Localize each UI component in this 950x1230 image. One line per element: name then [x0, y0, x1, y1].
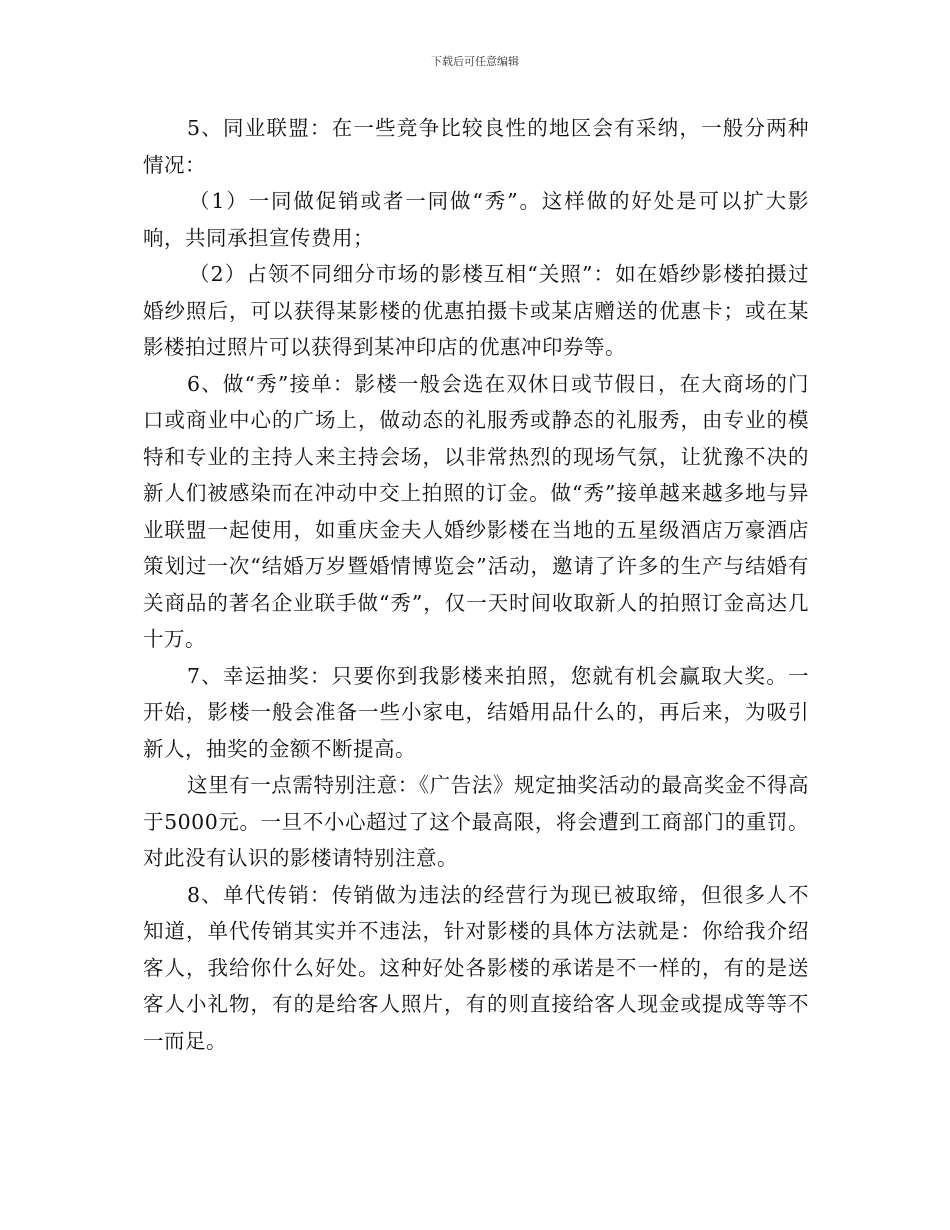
paragraph-item-5: 5、同业联盟：在一些竞争比较良性的地区会有采纳，一般分两种情况： — [143, 116, 809, 177]
paragraph-note: 这里有一点需特别注意：《广告法》规定抽奖活动的最高奖金不得高于5000元。一旦不小心超过了这个最高限，将会遭到工商部门的重罚。对此没有认识的影楼请特别注意。 — [143, 773, 809, 870]
page-header-note: 下载后可任意编辑 — [431, 55, 519, 68]
paragraph-item-8: 8、单代传销：传销做为违法的经营行为现已被取缔，但很多人不知道，单代传销其实并不违法，针对影楼的具体方法就是：你给我介绍客人，我给你什么好处。这种好处各影楼的承诺是不一样的，有的是送客人小礼物，有的是给客人照片，有的则直接给客人现金或提成等等不一而足。 — [143, 882, 809, 1053]
paragraph-subitem-1: （1）一同做促销或者一同做“秀”。这样做的好处是可以扩大影响，共同承担宣传费用； — [143, 189, 809, 250]
paragraph-subitem-2: （2）占领不同细分市场的影楼互相“关照”：如在婚纱影楼拍摄过婚纱照后，可以获得某影楼的优惠拍摄卡或某店赠送的优惠卡；或在某影楼拍过照片可以获得到某冲印店的优惠冲印券等。 — [143, 262, 809, 359]
paragraph-item-6: 6、做“秀”接单：影楼一般会选在双休日或节假日，在大商场的门口或商业中心的广场上，做动态的礼服秀或静态的礼服秀，由专业的模特和专业的主持人来主持会场，以非常热烈的现场气氛，让犹豫不决的新人们被感染而在冲动中交上拍照的订金。做“秀”接单越来越多地与异业联盟一起使用，如重庆金夫人婚纱影楼在当地的五星级酒店万豪酒店策划过一次“结婚万岁暨婚情博览会”活动，邀请了许多的生产与结婚有关商品的著名企业联手做“秀”，仅一天时间收取新人的拍照订金高达几十万。 — [143, 371, 809, 651]
document-body — [143, 110, 809, 1059]
paragraph-item-7: 7、幸运抽奖：只要你到我影楼来拍照，您就有机会赢取大奖。一开始，影楼一般会准备一些小家电，结婚用品什么的，再后来，为吸引新人，抽奖的金额不断提高。 — [143, 663, 809, 761]
